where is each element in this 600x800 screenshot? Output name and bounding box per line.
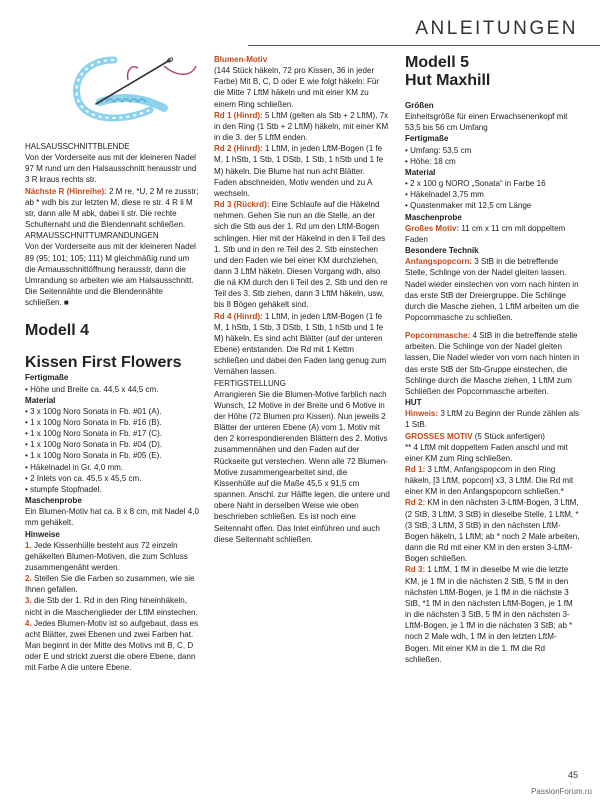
list-item: • Umfang: 53,5 cm [405,145,581,156]
paragraph: GROSSES MOTIV (5 Stück anfertigen) ** 4 LftM mit doppeltem Faden anschl und mit einer KM zum Ring schließen. [405,431,568,463]
paragraph: Von der Vorderseite aus mit der kleineren Nadel 97 M rund um den Halsausschnitt herausstr und 3 R kraus rechts str. Nächste R (Hinreihe): 2 M re, *U, 2 M re zusstr; ab * wdh bis zur letzten M, diese re str. 4 R li M str, dann alle M abk, dabei li str. Die rechte Schulternaht und die Blendennaht schließen. [25,153,199,230]
round-instruction: Rd 4 (Hinrd): 1 LftM, in jeden LftM-Bogen (1 fe M, 1 hStb, 1 Stb, 3 DStb, 1 Stb, 1 hStb und 1 fe M) häkeln. Es sind acht Blätter (auf der unteren Ebene) entstanden. Die Rd mit 1 Kettm schließen und dabei den Faden lang genug zum Vernähen lassen. [214,311,387,377]
site-watermark: PassionForum.ru [531,787,592,796]
round-instruction: Rd 1 (Hinrd): 5 LftM (gelten als Stb + 2 LftM), 7x in den Ring (1 Stb + 2 LftM) häkeln, mit einer KM in die 3. der 5 LftM enden. [214,110,389,143]
list-item: • Häkelnadel in Gr. 4,0 mm. [25,462,201,473]
model-title: Modell 4 [25,322,90,340]
round-instruction: Rd 3 (Rückrd): Eine Schlaufe auf die Häkelnd nehmen. Gehen Sie nun an die Stelle, an der sich die Stb aus der 1. Rd um den LftM-Bogen schlingen. Hier mit der Häkelnd in den li Teil des 1. Stb und in den re Teil des 2. Stb einstechen und den Faden wie bei einer KM durchziehen, dann 3 LftM häkeln. Diesen Vorgang wdh, also die nä KM durch den li Teil des 2. Stb und den re Teil des 3. Stb ziehen, dann 3 LftM häkeln, usw, bis 8 Bögen gehäkelt sind. [214,200,388,310]
list-item: • Höhe und Breite ca. 44,5 x 44,5 cm. [25,384,201,395]
label-besondere-technik: Besondere Technik [405,246,479,256]
paragraph: Popcornmasche: 4 StB in die betreffende stelle arbeiten. Die Schlinge von der Nadel gleiten lassen, Die Nadel wieder von vorn nach hinten in das erste StB der Stb-Gruppe einstechen, die Schlinge durch die Masche ziehen, 1 LftM zum Schließen der Popcornmasche arbeiten. [405,331,580,396]
label-material: Material [405,167,436,177]
paragraph: Einheitsgröße für einen Erwachsenenkopf mit 53,5 bis 56 cm Umfang [405,112,568,133]
list-item: 1. Jede Kissenhülle besteht aus 72 einzeln gehäkelten Blumen-Motiven, die zum Schluss zusammengenäht werden. [25,540,188,572]
section-title: ANLEITUNGEN [415,18,578,39]
paragraph: Großes Motiv: 11 cm x 11 cm mit doppeltem Faden [405,223,566,244]
label-hut: HUT [405,398,422,408]
section-heading-halsausschnitt: HALSAUSSCHNITTBLENDE [25,142,130,151]
label-material: Material [25,395,56,405]
paragraph: Ein Blumen-Motiv hat ca. 8 x 8 cm, mit Nadel 4,0 mm gehäkelt. [25,507,199,528]
round-instruction: Rd 2 (Hinrd): 1 LftM, in jeden LftM-Bogen (1 fe M, 1 hStb, 1 Stb, 1 DStb, 1 Stb, 1 hStb und 1 fe M) häkeln. Die Blume hat nun acht Blätter. [214,144,384,176]
header-rule [248,45,600,46]
paragraph: Anfangspopcorn: 3 StB in die betreffende Stelle, Schlinge von der Nadel gleiten lassen. Nadel wieder einstechen von vorn nach hinten in das erste StB der Dreiergruppe. Die Schlinge durch die Masche ziehen, 1 LftM arbeiten um die Popcornmasche zu schließen. [405,257,579,322]
list-item: • 3 x 100g Noro Sonata in Fb. #01 (A). [25,406,201,417]
model-title: Modell 5 [405,54,470,71]
list-item: • 2 Inlets von ca. 45,5 x 45,5 cm. [25,473,201,484]
list-item: 4. Jedes Blumen-Motiv ist so aufgebaut, dass es acht Blätter, zwei Ebenen und zwei Farben hat. Man beginnt in der Mitte des Motivs mit B, C, D oder E und strickt zuerst die obere Ebene, dann mit Farbe A die untere Ebene. [25,618,199,673]
round-instruction: Rd 1: 3 LftM, Anfangspopcorn in den Ring häkeln, [3 LftM, popcorn] x3, 3 LftM. Die Rd mit einer KM in den Anfangspopcorn schließen.* [405,465,574,497]
section-heading-fertigstellung: FERTIGSTELLUNG [214,378,286,388]
column-middle [214,54,390,545]
list-item: • 2 x 100 g NORO „Sonata“ in Farbe 16 [405,178,581,189]
label-fertigmasse: Fertigmaße [25,373,69,383]
needle-illustration [66,50,198,132]
page-number: 45 [568,770,579,780]
label-maschenprobe: Maschenprobe [405,212,462,222]
round-instruction: Rd 2: KM in den nächsten 3-LftM-Bogen, 3 LftM, (2 StB, 3 LftM, 3 StB) in dieselbe Stelle, 1 LftM, *(3 StB, 3 LftM, 3 StB) in den nächsten LftM-Bogen häkeln, 1 LftM; ab * noch 2 Male arbeiten, dann die Rd mit einer KM in den ersten 3-LftM-Bogen schließen. [405,498,580,564]
paragraph: Arrangieren Sie die Blumen-Motive farblich nach Wunsch, 12 Motive in der Breite und 6 Motive in der Höhe (72 Blumen pro Kissen). Nun jeweils 2 Blätter der unteren Ebene (A) vom 1. Motiv mit den 2 korrespondierenden Blättern des 2. Motivs zusammennähen und den Faden auf der Rückseite gut verstechen. Wenn alle 72 Blumen-Motive zusammengearbeitet sind, die Kissenhülle auf die Maße 45,5 x 91,5 cm spannen. Anschl. zur Hälfte legen, die untere und obere Naht in derselben Weise wie oben beschrieben schließen. Es ist noch eine Seitennaht offen. Das Inlet einführen und auch diese Seitennaht schließen. [214,389,390,544]
section-heading-blumen-motiv: Blumen-Motiv [214,55,268,64]
label-maschenprobe: Maschenprobe [25,496,82,506]
paragraph: (144 Stück häkeln, 72 pro Kissen, 36 in jeder Farbe) Mit B, C, D oder E wie folgt häkeln: Für die Mitte 7 LftM häkeln und mit einer KM zu einem Ring schließen. [214,66,380,109]
list-item: • 1 x 100g Noro Sonata in Fb. #05 (E). [25,450,201,461]
list-item: • 1 x 100g Noro Sonata in Fb. #17 (C). [25,428,201,439]
label-fertigmasse: Fertigmaße [405,134,449,144]
paragraph: Hinweis: 3 LftM zu Beginn der Runde zählen als 1 StB. [405,409,580,430]
paragraph: Von der Vorderseite aus mit der kleineren Nadel 89 (95; 101; 105; 111) M gleichmäßig rund um die Armausschnittöffnung herausstr, dann die Umrandung so arbeiten wie am Halsausschnitt. Die Seitennähte und die Blendennähte schließen. ■ [25,242,196,308]
list-item: • Quastenmaker mit 12,5 cm Länge [405,200,581,211]
column-left [25,141,201,674]
page-header [248,16,600,46]
list-item: • 1 x 100g Noro Sonata in Fb. #16 (B). [25,417,201,428]
column-right [405,54,581,665]
list-item: • 1 x 100g Noro Sonata in Fb. #04 (D). [25,439,201,450]
label-hinweise: Hinweise [25,529,60,539]
section-heading-armausschnitt: ARMAUSSCHNITTUMRANDUNGEN [25,231,159,241]
list-item: 3. die Stb der 1. Rd in den Ring hineinhäkeln, nicht in die Maschenglieder der LftM einstechen. [25,596,198,617]
list-item: • stumpfe Stopfnadel. [25,484,201,495]
model-subtitle: Hut Maxhill [405,72,491,89]
model-subtitle: Kissen First Flowers [25,354,182,372]
list-item: • Häkelnadel 3,75 mm [405,189,581,200]
list-item: 2. Stellen Sie die Farben so zusammen, wie sie Ihnen gefallen. [25,574,195,595]
label-groessen: Größen [405,101,434,110]
paragraph: Faden abschneiden, Motiv wenden und zu A wechseln. [214,177,372,198]
list-item: • Höhe: 18 cm [405,156,581,167]
round-instruction: Rd 3: 1 LftM, 1 fM in dieselbe M wie die letzte KM, je 1 fM in die nächsten 2 StB, 5 fM in den nächsten LftM-Bogen, je 1 fM in die nächste 3 StB, *1 fM in den nächsten LftM-Bogen, je 1 fM in die nächsten 3 StB, 5 fM in den nächsten 3-LftM-Bogen, je 1 fM in die nächsten 3 StB; ab * noch 2 Male wdh, 1 fM in den letzten LftM-Bogen. Mit einer KM in die 1. fM die Rd schließen. [405,565,573,664]
